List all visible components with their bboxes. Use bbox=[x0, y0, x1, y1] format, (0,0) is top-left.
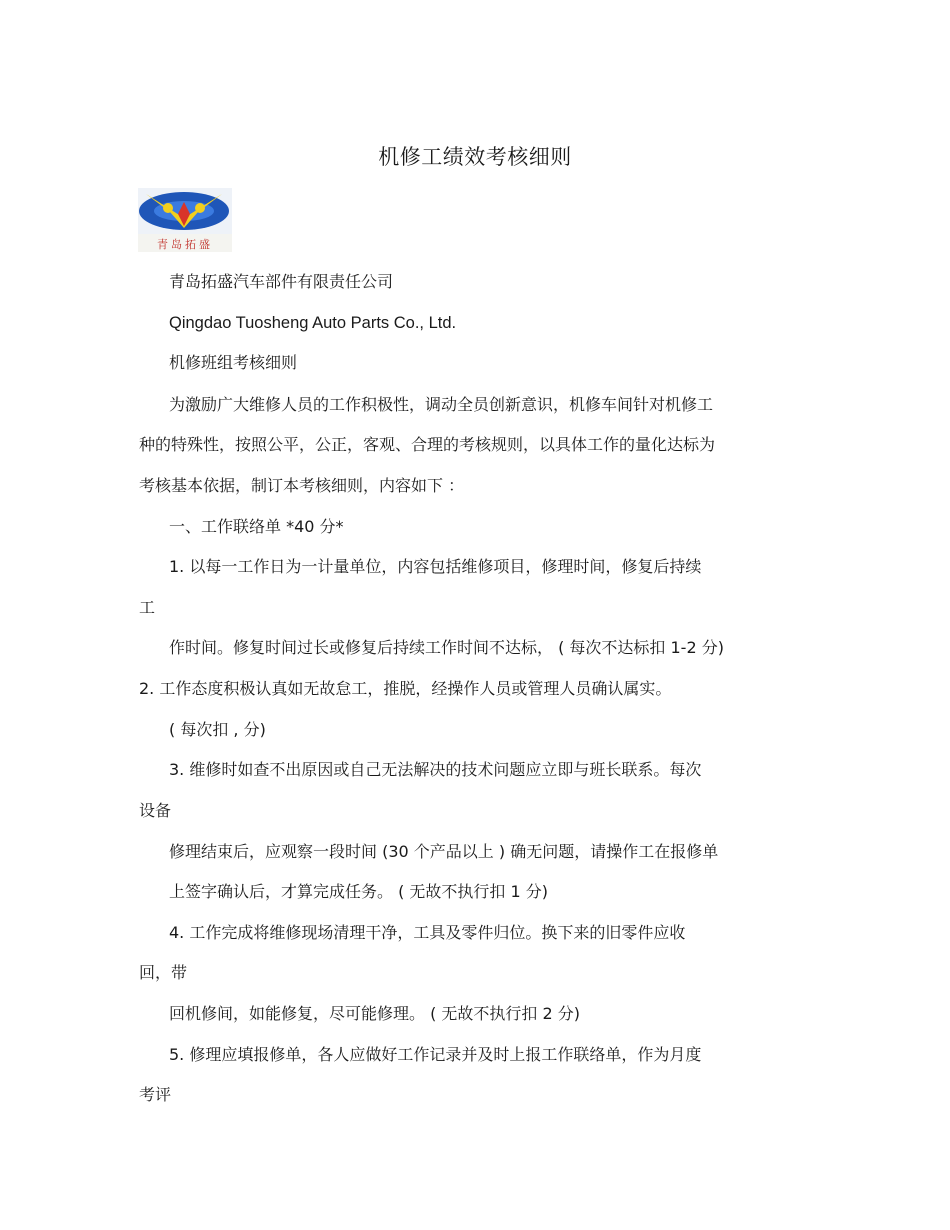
document-title: 机修工绩效考核细则 bbox=[378, 145, 572, 169]
body-line: 为激励广大维修人员的工作积极性，调动全员创新意识，机修车间针对机修工 bbox=[169, 395, 714, 414]
company-name-cn: 青岛拓盛汽车部件有限责任公司 bbox=[169, 272, 394, 291]
body-line: 5. 修理应填报修单，各人应做好工作记录并及时上报工作联络单，作为月度 bbox=[169, 1045, 702, 1064]
body-line: 3. 维修时如查不出原因或自己无法解决的技术问题应立即与班长联系。每次 bbox=[169, 760, 702, 779]
body-line: 设备 bbox=[139, 801, 172, 820]
body-line: 上签字确认后，才算完成任务。 ( 无故不执行扣 1 分) bbox=[169, 882, 549, 901]
body-line: 回，带 bbox=[139, 963, 188, 982]
company-name-en: Qingdao Tuosheng Auto Parts Co., Ltd. bbox=[169, 314, 457, 332]
body-line: 种的特殊性，按照公平，公正，客观、合理的考核规则，以具体工作的量化达标为 bbox=[139, 435, 716, 454]
company-logo-graphic bbox=[138, 188, 232, 252]
body-line: 修理结束后，应观察一段时间 (30 个产品以上 ) 确无问题，请操作工在报修单 bbox=[169, 842, 719, 861]
body-line: 1. 以每一工作日为一计量单位，内容包括维修项目，修理时间，修复后持续 bbox=[169, 557, 702, 576]
document-subtitle: 机修班组考核细则 bbox=[169, 353, 298, 372]
body-line: 工 bbox=[139, 598, 156, 617]
body-line: 2. 工作态度积极认真如无故怠工，推脱，经操作人员或管理人员确认属实。 bbox=[139, 679, 672, 698]
body-line: 4. 工作完成将维修现场清理干净，工具及零件归位。换下来的旧零件应收 bbox=[169, 923, 686, 942]
body-line: 回机修间，如能修复，尽可能修理。 ( 无故不执行扣 2 分) bbox=[169, 1004, 581, 1023]
company-logo bbox=[138, 188, 232, 252]
logo-text: 青岛拓盛 bbox=[157, 238, 213, 251]
body-line: 考核基本依据，制订本考核细则，内容如下 ： bbox=[139, 476, 465, 495]
body-line: 考评 bbox=[139, 1085, 172, 1104]
body-line: 作时间。修复时间过长或修复后持续工作时间不达标， ( 每次不达标扣 1-2 分) bbox=[169, 638, 724, 657]
body-line: ( 每次扣 , 分) bbox=[169, 720, 266, 739]
section-heading: 一、工作联络单 *40 分* bbox=[169, 517, 344, 536]
